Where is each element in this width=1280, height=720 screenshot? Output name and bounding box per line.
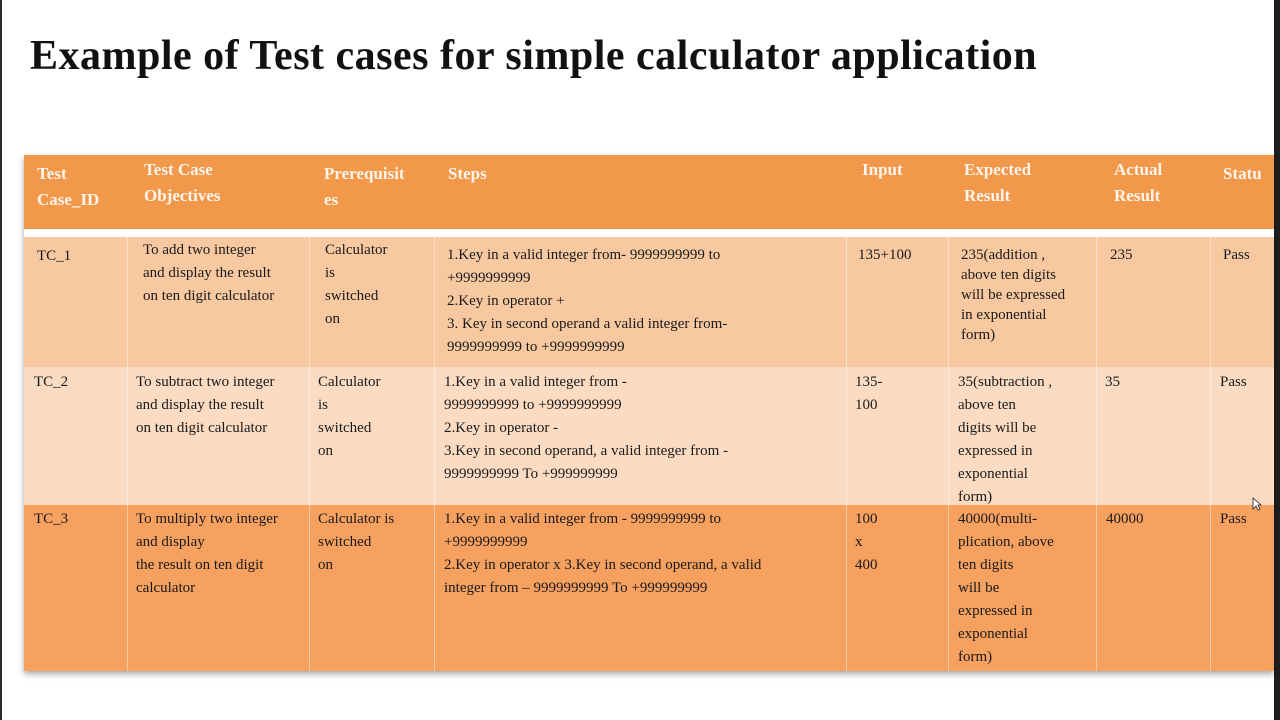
cell-actual-result: 40000 bbox=[1106, 511, 1144, 527]
slide-left-border bbox=[0, 0, 2, 720]
table-row bbox=[24, 367, 1274, 505]
cell-status: Pass bbox=[1223, 247, 1250, 263]
mouse-cursor-icon bbox=[1252, 497, 1262, 511]
table-row bbox=[24, 505, 1274, 671]
cell-objectives: To multiply two integer and display the result on ten digit calculator bbox=[136, 511, 278, 596]
header-objectives: Test Case Objectives bbox=[144, 160, 221, 205]
cell-objectives: To add two integer and display the result on ten digit calculator bbox=[143, 242, 275, 304]
cell-input: 135+100 bbox=[858, 247, 912, 263]
test-case-table bbox=[24, 155, 1274, 671]
cell-test-case-id: TC_1 bbox=[37, 248, 72, 264]
column-divider bbox=[434, 237, 435, 671]
header-actual-result: Actual Result bbox=[1114, 160, 1163, 205]
cell-expected-result: 35(subtraction , above ten digits will be expressed in exponential form) bbox=[958, 374, 1053, 505]
cell-actual-result: 235 bbox=[1110, 247, 1133, 263]
cell-input: 100 x 400 bbox=[855, 511, 878, 573]
column-divider bbox=[1210, 237, 1211, 671]
cell-prerequisites: Calculator is switched on bbox=[318, 511, 395, 573]
cell-prerequisites: Calculator is switched on bbox=[325, 242, 388, 327]
cell-test-case-id: TC_3 bbox=[34, 511, 69, 527]
header-input: Input bbox=[862, 160, 903, 179]
column-divider bbox=[846, 237, 847, 671]
cell-objectives: To subtract two integer and display the result on ten digit calculator bbox=[136, 374, 275, 436]
header-prerequisites: Prerequisit es bbox=[324, 164, 405, 209]
cell-status: Pass bbox=[1220, 511, 1247, 527]
cell-steps: 1.Key in a valid integer from- 9999999999 to +9999999999 2.Key in operator + 3. Key in second operand a valid integer from- 9999999999 to +9999999999 bbox=[447, 247, 728, 355]
table-header-row bbox=[24, 155, 1274, 233]
cell-actual-result: 35 bbox=[1105, 374, 1120, 390]
slide-right-border bbox=[1274, 0, 1280, 720]
header-test-case-id: Test Case_ID bbox=[37, 164, 100, 209]
column-divider bbox=[309, 237, 310, 671]
column-divider bbox=[127, 237, 128, 671]
cell-input: 135- 100 bbox=[855, 374, 883, 413]
cell-test-case-id: TC_2 bbox=[34, 374, 69, 390]
header-expected-result: Expected Result bbox=[964, 160, 1032, 205]
header-status: Statu bbox=[1223, 164, 1262, 183]
column-divider bbox=[1096, 237, 1097, 671]
cell-expected-result: 40000(multi- plication, above ten digits will be expressed in exponential form) bbox=[958, 511, 1054, 665]
cell-expected-result: 235(addition , above ten digits will be expressed in exponential form) bbox=[961, 247, 1066, 343]
table-row bbox=[24, 237, 1274, 367]
page-title: Example of Test cases for simple calculator application bbox=[30, 33, 1038, 79]
cell-steps: 1.Key in a valid integer from - 9999999999 to +9999999999 2.Key in operator x 3.Key in second operand, a valid integer from – 9999999999 To +999999999 bbox=[444, 511, 762, 596]
cell-steps: 1.Key in a valid integer from - 9999999999 to +9999999999 2.Key in operator - 3.Key in second operand, a valid integer from - 9999999999 To +999999999 bbox=[444, 374, 729, 482]
cell-prerequisites: Calculator is switched on bbox=[318, 374, 381, 459]
cell-status: Pass bbox=[1220, 374, 1247, 390]
column-divider bbox=[948, 237, 949, 671]
header-steps: Steps bbox=[448, 164, 487, 183]
